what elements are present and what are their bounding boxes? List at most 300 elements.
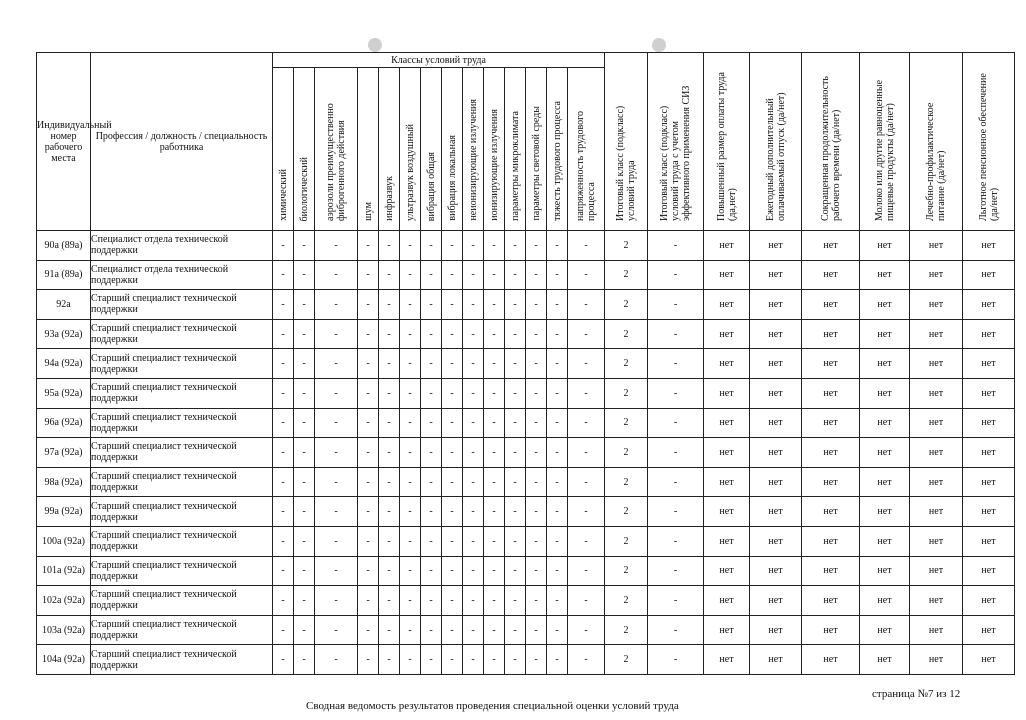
factor-class-cell: - bbox=[547, 290, 568, 320]
binder-hole-mark bbox=[652, 38, 666, 52]
benefit-cell: нет bbox=[963, 438, 1015, 468]
factor-header: ультразвук воздушный bbox=[400, 68, 421, 231]
benefit-cell: нет bbox=[910, 378, 963, 408]
benefit-cell: нет bbox=[802, 319, 860, 349]
factor-class-cell: - bbox=[442, 526, 463, 556]
total-class-siz-cell: - bbox=[648, 438, 704, 468]
table-row bbox=[37, 586, 1015, 616]
total-class-siz-cell: - bbox=[648, 349, 704, 379]
factor-class-cell: - bbox=[505, 438, 526, 468]
factor-class-cell: - bbox=[568, 319, 605, 349]
total-class-siz-cell: - bbox=[648, 556, 704, 586]
factor-class-cell: - bbox=[273, 378, 294, 408]
factor-class-cell: - bbox=[442, 556, 463, 586]
total-class-cell: 2 bbox=[605, 467, 648, 497]
factor-class-cell: - bbox=[294, 556, 315, 586]
benefit-cell: нет bbox=[860, 497, 910, 527]
total-class-siz-cell: - bbox=[648, 260, 704, 290]
factor-class-cell: - bbox=[358, 378, 379, 408]
benefit-cell: нет bbox=[860, 408, 910, 438]
factor-class-cell: - bbox=[526, 349, 547, 379]
factor-class-cell: - bbox=[294, 319, 315, 349]
profession-cell: Старший специалист технической поддержки bbox=[91, 290, 273, 320]
factor-class-cell: - bbox=[505, 645, 526, 675]
factor-class-cell: - bbox=[400, 615, 421, 645]
total-class-siz-cell: - bbox=[648, 378, 704, 408]
factor-class-cell: - bbox=[568, 438, 605, 468]
workplace-id-cell: 98а (92а) bbox=[37, 467, 91, 497]
benefit-cell: нет bbox=[963, 586, 1015, 616]
profession-cell: Старший специалист технической поддержки bbox=[91, 438, 273, 468]
benefit-cell: нет bbox=[750, 438, 802, 468]
page-number: страница №7 из 12 bbox=[872, 688, 961, 700]
total-class-cell: 2 bbox=[605, 349, 648, 379]
benefit-cell: нет bbox=[802, 526, 860, 556]
factor-class-cell: - bbox=[379, 438, 400, 468]
benefit-cell: нет bbox=[910, 349, 963, 379]
factor-class-cell: - bbox=[442, 408, 463, 438]
factor-header: ионизирующие излучения bbox=[484, 68, 505, 231]
benefit-cell: нет bbox=[963, 319, 1015, 349]
factor-class-cell: - bbox=[442, 319, 463, 349]
factor-class-cell: - bbox=[526, 438, 547, 468]
benefit-cell: нет bbox=[910, 586, 963, 616]
factor-class-cell: - bbox=[421, 467, 442, 497]
factor-class-cell: - bbox=[442, 260, 463, 290]
benefit-cell: нет bbox=[860, 586, 910, 616]
total-class-siz-cell: - bbox=[648, 319, 704, 349]
profession-cell: Старший специалист технической поддержки bbox=[91, 556, 273, 586]
factor-class-cell: - bbox=[379, 645, 400, 675]
benefit-cell: нет bbox=[704, 497, 750, 527]
benefit-cell: нет bbox=[802, 408, 860, 438]
factor-class-cell: - bbox=[505, 408, 526, 438]
factor-class-cell: - bbox=[421, 526, 442, 556]
benefit-cell: нет bbox=[963, 349, 1015, 379]
profession-cell: Старший специалист технической поддержки bbox=[91, 586, 273, 616]
factor-class-cell: - bbox=[358, 290, 379, 320]
header-row-top bbox=[37, 53, 1015, 68]
factor-class-cell: - bbox=[379, 497, 400, 527]
factor-class-cell: - bbox=[421, 290, 442, 320]
factor-class-cell: - bbox=[358, 526, 379, 556]
factor-class-cell: - bbox=[526, 378, 547, 408]
factor-header: тяжесть трудового процесса bbox=[547, 68, 568, 231]
benefit-cell: нет bbox=[750, 319, 802, 349]
factor-class-cell: - bbox=[484, 586, 505, 616]
benefit-cell: нет bbox=[704, 586, 750, 616]
factor-class-cell: - bbox=[400, 319, 421, 349]
profession-cell: Старший специалист технической поддержки bbox=[91, 467, 273, 497]
factor-header: вибрация общая bbox=[421, 68, 442, 231]
benefit-cell: нет bbox=[963, 408, 1015, 438]
total-class-siz-cell: - bbox=[648, 231, 704, 261]
profession-cell: Старший специалист технической поддержки bbox=[91, 645, 273, 675]
total-class-cell: 2 bbox=[605, 319, 648, 349]
factor-header: параметры микроклимата bbox=[505, 68, 526, 231]
benefit-cell: нет bbox=[910, 497, 963, 527]
factor-class-cell: - bbox=[294, 526, 315, 556]
factor-class-cell: - bbox=[294, 645, 315, 675]
factor-class-cell: - bbox=[442, 378, 463, 408]
factor-class-cell: - bbox=[400, 408, 421, 438]
total-class-cell: 2 bbox=[605, 231, 648, 261]
factor-class-cell: - bbox=[315, 615, 358, 645]
factor-class-cell: - bbox=[294, 349, 315, 379]
total-class-siz-cell: - bbox=[648, 615, 704, 645]
id-column-header: Индивидуальный номер рабочего места bbox=[37, 53, 91, 231]
factor-class-cell: - bbox=[568, 467, 605, 497]
factor-header: неионизирующие излучения bbox=[463, 68, 484, 231]
profession-column-header: Профессия / должность / специальность работника bbox=[91, 53, 273, 231]
factor-class-cell: - bbox=[315, 290, 358, 320]
total-class-siz-cell: - bbox=[648, 645, 704, 675]
factor-class-cell: - bbox=[568, 349, 605, 379]
factor-class-cell: - bbox=[505, 319, 526, 349]
factor-class-cell: - bbox=[379, 467, 400, 497]
factor-class-cell: - bbox=[547, 526, 568, 556]
benefit-cell: нет bbox=[963, 378, 1015, 408]
factor-class-cell: - bbox=[400, 586, 421, 616]
factor-class-cell: - bbox=[526, 556, 547, 586]
factor-class-cell: - bbox=[463, 349, 484, 379]
factor-class-cell: - bbox=[315, 556, 358, 586]
factor-class-cell: - bbox=[358, 319, 379, 349]
profession-cell: Старший специалист технической поддержки bbox=[91, 408, 273, 438]
factor-header: вибрация локальная bbox=[442, 68, 463, 231]
factor-class-cell: - bbox=[421, 645, 442, 675]
factor-class-cell: - bbox=[315, 231, 358, 261]
benefit-cell: нет bbox=[704, 290, 750, 320]
factor-class-cell: - bbox=[463, 260, 484, 290]
factor-class-cell: - bbox=[442, 231, 463, 261]
table-body bbox=[37, 231, 1015, 675]
factor-class-cell: - bbox=[294, 231, 315, 261]
factor-class-cell: - bbox=[442, 438, 463, 468]
factor-class-cell: - bbox=[379, 260, 400, 290]
factor-class-cell: - bbox=[379, 349, 400, 379]
factor-class-cell: - bbox=[568, 408, 605, 438]
factor-class-cell: - bbox=[294, 378, 315, 408]
benefit-cell: нет bbox=[704, 438, 750, 468]
factor-class-cell: - bbox=[505, 497, 526, 527]
factor-class-cell: - bbox=[358, 260, 379, 290]
workplace-id-cell: 94а (92а) bbox=[37, 349, 91, 379]
table-row bbox=[37, 526, 1015, 556]
factor-class-cell: - bbox=[421, 349, 442, 379]
factor-class-cell: - bbox=[315, 378, 358, 408]
factor-class-cell: - bbox=[484, 408, 505, 438]
work-conditions-classes-header: Классы условий труда bbox=[273, 53, 605, 68]
benefit-cell: нет bbox=[910, 467, 963, 497]
factor-class-cell: - bbox=[421, 586, 442, 616]
factor-class-cell: - bbox=[442, 645, 463, 675]
factor-class-cell: - bbox=[505, 378, 526, 408]
benefit-cell: нет bbox=[750, 526, 802, 556]
benefit-cell: нет bbox=[860, 260, 910, 290]
factor-class-cell: - bbox=[484, 438, 505, 468]
benefit-cell: нет bbox=[704, 645, 750, 675]
benefit-cell: нет bbox=[963, 526, 1015, 556]
benefit-cell: нет bbox=[963, 615, 1015, 645]
factor-class-cell: - bbox=[400, 349, 421, 379]
benefit-cell: нет bbox=[963, 556, 1015, 586]
total-class-cell: 2 bbox=[605, 497, 648, 527]
factor-class-cell: - bbox=[484, 467, 505, 497]
benefit-cell: нет bbox=[750, 378, 802, 408]
benefit-cell: нет bbox=[802, 231, 860, 261]
benefit-cell: нет bbox=[802, 349, 860, 379]
factor-class-cell: - bbox=[294, 408, 315, 438]
factor-class-cell: - bbox=[421, 408, 442, 438]
factor-class-cell: - bbox=[273, 438, 294, 468]
factor-class-cell: - bbox=[484, 349, 505, 379]
benefit-cell: нет bbox=[860, 645, 910, 675]
factor-class-cell: - bbox=[547, 615, 568, 645]
total-class-cell: 2 bbox=[605, 260, 648, 290]
benefit-cell: нет bbox=[750, 497, 802, 527]
factor-class-cell: - bbox=[505, 467, 526, 497]
factor-class-cell: - bbox=[568, 645, 605, 675]
factor-class-cell: - bbox=[358, 645, 379, 675]
factor-class-cell: - bbox=[547, 349, 568, 379]
factor-class-cell: - bbox=[568, 290, 605, 320]
table-row bbox=[37, 615, 1015, 645]
total-class-cell: 2 bbox=[605, 526, 648, 556]
factor-header: шум bbox=[358, 68, 379, 231]
factor-class-cell: - bbox=[526, 586, 547, 616]
benefit-cell: нет bbox=[704, 349, 750, 379]
factor-class-cell: - bbox=[463, 408, 484, 438]
table-row bbox=[37, 290, 1015, 320]
factor-class-cell: - bbox=[484, 497, 505, 527]
factor-class-cell: - bbox=[273, 615, 294, 645]
factor-class-cell: - bbox=[294, 615, 315, 645]
benefit-cell: нет bbox=[910, 615, 963, 645]
factor-class-cell: - bbox=[526, 526, 547, 556]
factor-class-cell: - bbox=[294, 467, 315, 497]
factor-class-cell: - bbox=[400, 378, 421, 408]
factor-class-cell: - bbox=[400, 497, 421, 527]
benefit-cell: нет bbox=[802, 615, 860, 645]
total-class-cell: 2 bbox=[605, 290, 648, 320]
factor-class-cell: - bbox=[547, 467, 568, 497]
workplace-id-cell: 103а (92а) bbox=[37, 615, 91, 645]
factor-class-cell: - bbox=[526, 408, 547, 438]
table-row bbox=[37, 556, 1015, 586]
factor-class-cell: - bbox=[442, 290, 463, 320]
benefit-cell: нет bbox=[910, 319, 963, 349]
benefit-cell: нет bbox=[963, 497, 1015, 527]
benefit-cell: нет bbox=[802, 290, 860, 320]
workplace-id-cell: 102а (92а) bbox=[37, 586, 91, 616]
benefit-cell: нет bbox=[704, 556, 750, 586]
factor-class-cell: - bbox=[442, 467, 463, 497]
factor-class-cell: - bbox=[463, 319, 484, 349]
factor-class-cell: - bbox=[505, 615, 526, 645]
factor-class-cell: - bbox=[484, 231, 505, 261]
total-class-siz-header: Итоговый класс (подкласс) условий труда с учетом эффективного применения СИЗ bbox=[648, 53, 704, 231]
factor-class-cell: - bbox=[442, 349, 463, 379]
factor-class-cell: - bbox=[315, 408, 358, 438]
factor-header: параметры световой среды bbox=[526, 68, 547, 231]
factor-class-cell: - bbox=[315, 438, 358, 468]
workplace-id-cell: 104а (92а) bbox=[37, 645, 91, 675]
factor-class-cell: - bbox=[358, 556, 379, 586]
factor-class-cell: - bbox=[505, 556, 526, 586]
factor-class-cell: - bbox=[463, 586, 484, 616]
factor-class-cell: - bbox=[294, 290, 315, 320]
factor-class-cell: - bbox=[421, 319, 442, 349]
benefit-cell: нет bbox=[802, 438, 860, 468]
table-row bbox=[37, 645, 1015, 675]
factor-class-cell: - bbox=[547, 586, 568, 616]
factor-class-cell: - bbox=[400, 526, 421, 556]
benefit-cell: нет bbox=[860, 556, 910, 586]
factor-header: инфразвук bbox=[379, 68, 400, 231]
factor-class-cell: - bbox=[421, 231, 442, 261]
table-row bbox=[37, 231, 1015, 261]
benefit-cell: нет bbox=[750, 290, 802, 320]
benefit-cell: нет bbox=[910, 231, 963, 261]
factor-class-cell: - bbox=[463, 378, 484, 408]
factor-class-cell: - bbox=[379, 586, 400, 616]
total-class-siz-cell: - bbox=[648, 526, 704, 556]
factor-class-cell: - bbox=[400, 556, 421, 586]
profession-cell: Старший специалист технической поддержки bbox=[91, 319, 273, 349]
benefit-cell: нет bbox=[704, 378, 750, 408]
factor-class-cell: - bbox=[526, 615, 547, 645]
total-class-siz-cell: - bbox=[648, 497, 704, 527]
table-row bbox=[37, 349, 1015, 379]
benefit-cell: нет bbox=[910, 408, 963, 438]
factor-class-cell: - bbox=[421, 438, 442, 468]
benefit-cell: нет bbox=[750, 645, 802, 675]
factor-class-cell: - bbox=[273, 408, 294, 438]
factor-header: биологический bbox=[294, 68, 315, 231]
benefit-cell: нет bbox=[704, 231, 750, 261]
workplace-id-cell: 100а (92а) bbox=[37, 526, 91, 556]
factor-class-cell: - bbox=[547, 231, 568, 261]
benefit-cell: нет bbox=[802, 497, 860, 527]
table-row bbox=[37, 497, 1015, 527]
factor-class-cell: - bbox=[505, 526, 526, 556]
benefit-cell: нет bbox=[910, 526, 963, 556]
table-row bbox=[37, 319, 1015, 349]
factor-class-cell: - bbox=[526, 645, 547, 675]
factor-class-cell: - bbox=[400, 231, 421, 261]
factor-class-cell: - bbox=[400, 645, 421, 675]
factor-header: химический bbox=[273, 68, 294, 231]
factor-class-cell: - bbox=[400, 290, 421, 320]
factor-class-cell: - bbox=[568, 260, 605, 290]
factor-class-cell: - bbox=[526, 290, 547, 320]
factor-class-cell: - bbox=[505, 586, 526, 616]
factor-class-cell: - bbox=[273, 349, 294, 379]
benefit-cell: нет bbox=[802, 467, 860, 497]
workplace-id-cell: 99а (92а) bbox=[37, 497, 91, 527]
factor-class-cell: - bbox=[484, 556, 505, 586]
workplace-id-cell: 91а (89а) bbox=[37, 260, 91, 290]
factor-class-cell: - bbox=[568, 615, 605, 645]
profession-cell: Старший специалист технической поддержки bbox=[91, 497, 273, 527]
factor-class-cell: - bbox=[442, 586, 463, 616]
profession-cell: Старший специалист технической поддержки bbox=[91, 349, 273, 379]
total-class-siz-cell: - bbox=[648, 290, 704, 320]
total-class-cell: 2 bbox=[605, 645, 648, 675]
factor-class-cell: - bbox=[505, 290, 526, 320]
factor-class-cell: - bbox=[315, 260, 358, 290]
benefit-header: Сокращенная продолжительность рабочего времени (да/нет) bbox=[802, 53, 860, 231]
factor-class-cell: - bbox=[273, 260, 294, 290]
factor-class-cell: - bbox=[463, 231, 484, 261]
benefit-cell: нет bbox=[704, 319, 750, 349]
benefit-cell: нет bbox=[860, 467, 910, 497]
benefit-cell: нет bbox=[802, 645, 860, 675]
benefit-cell: нет bbox=[910, 645, 963, 675]
factor-class-cell: - bbox=[358, 586, 379, 616]
factor-class-cell: - bbox=[463, 497, 484, 527]
profession-cell: Старший специалист технической поддержки bbox=[91, 615, 273, 645]
factor-class-cell: - bbox=[273, 319, 294, 349]
benefit-cell: нет bbox=[860, 231, 910, 261]
factor-class-cell: - bbox=[315, 526, 358, 556]
profession-cell: Старший специалист технической поддержки bbox=[91, 526, 273, 556]
benefit-cell: нет bbox=[750, 586, 802, 616]
benefit-cell: нет bbox=[963, 231, 1015, 261]
factor-class-cell: - bbox=[568, 586, 605, 616]
benefit-cell: нет bbox=[802, 586, 860, 616]
factor-class-cell: - bbox=[547, 319, 568, 349]
factor-class-cell: - bbox=[273, 526, 294, 556]
factor-class-cell: - bbox=[400, 467, 421, 497]
factor-class-cell: - bbox=[294, 260, 315, 290]
factor-class-cell: - bbox=[484, 260, 505, 290]
benefit-cell: нет bbox=[910, 290, 963, 320]
factor-class-cell: - bbox=[547, 408, 568, 438]
profession-cell: Специалист отдела технической поддержки bbox=[91, 260, 273, 290]
benefit-header: Повышенный размер оплаты труда (да,нет) bbox=[704, 53, 750, 231]
benefit-cell: нет bbox=[860, 349, 910, 379]
benefit-cell: нет bbox=[750, 408, 802, 438]
benefit-cell: нет bbox=[860, 526, 910, 556]
benefit-cell: нет bbox=[910, 556, 963, 586]
total-class-header: Итоговый класс (подкласс) условий труда bbox=[605, 53, 648, 231]
benefit-cell: нет bbox=[802, 378, 860, 408]
factor-class-cell: - bbox=[358, 231, 379, 261]
workplace-id-cell: 90а (89а) bbox=[37, 231, 91, 261]
table-row bbox=[37, 467, 1015, 497]
factor-class-cell: - bbox=[421, 378, 442, 408]
binder-hole-mark bbox=[368, 38, 382, 52]
profession-cell: Специалист отдела технической поддержки bbox=[91, 231, 273, 261]
total-class-cell: 2 bbox=[605, 586, 648, 616]
factor-class-cell: - bbox=[547, 645, 568, 675]
factor-class-cell: - bbox=[568, 497, 605, 527]
factor-class-cell: - bbox=[484, 290, 505, 320]
benefit-cell: нет bbox=[750, 231, 802, 261]
benefit-cell: нет bbox=[963, 290, 1015, 320]
factor-class-cell: - bbox=[484, 645, 505, 675]
benefit-cell: нет bbox=[704, 467, 750, 497]
sout-summary-table bbox=[36, 52, 1015, 675]
factor-class-cell: - bbox=[358, 467, 379, 497]
benefit-header: Льготное пенсионное обеспечение (да/нет) bbox=[963, 53, 1015, 231]
factor-class-cell: - bbox=[442, 497, 463, 527]
benefit-header: Лечебно-профилактическое питание (да/нет) bbox=[910, 53, 963, 231]
factor-class-cell: - bbox=[547, 497, 568, 527]
factor-class-cell: - bbox=[547, 378, 568, 408]
